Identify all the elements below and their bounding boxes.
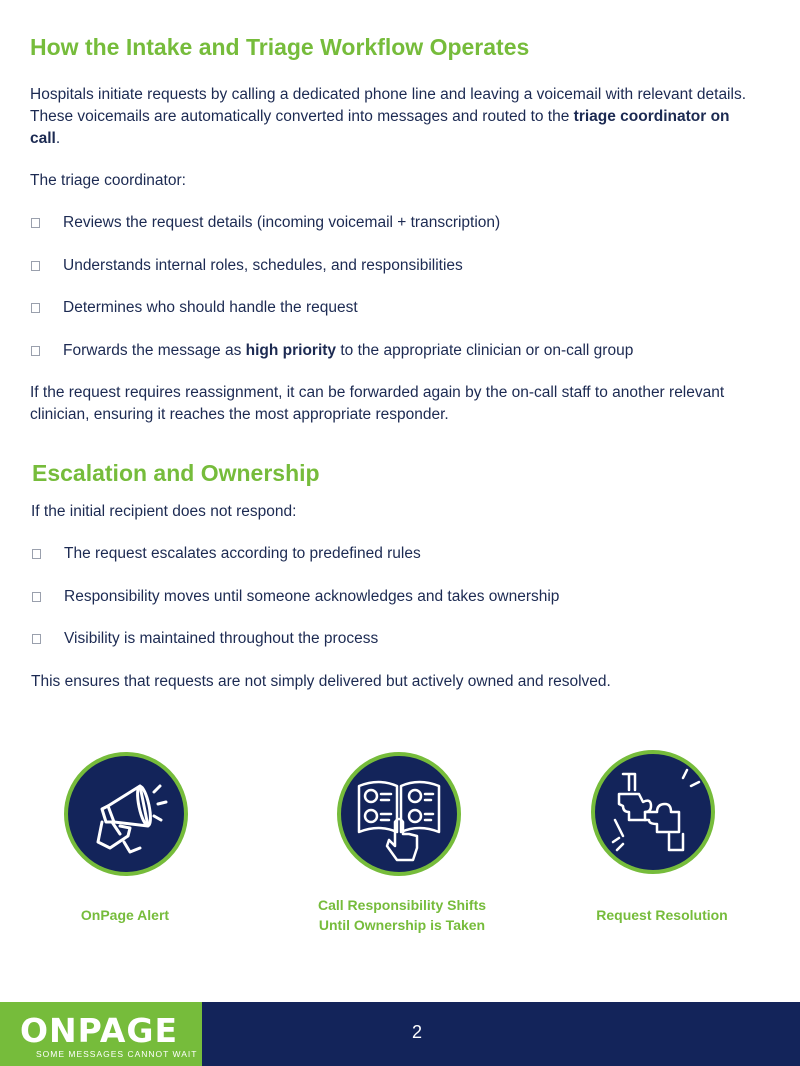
list-item-text: Determines who should handle the request	[63, 299, 358, 316]
checkbox-placeholder-icon	[32, 549, 41, 559]
ownership-closing-paragraph: This ensures that requests are not simply delivered but actively owned and resolved.	[31, 673, 611, 690]
checkbox-placeholder-icon	[31, 261, 40, 271]
list-item	[30, 340, 633, 362]
list-item	[30, 212, 500, 234]
numbered-book-circle	[337, 752, 461, 876]
checkbox-placeholder-icon	[32, 634, 41, 644]
intro-bold-text: triage coordinator on call	[30, 108, 730, 147]
high-priority-bold: high priority	[245, 342, 337, 359]
list-item-text: Understands internal roles, schedules, and responsibilities	[63, 257, 463, 274]
caption-line: Until Ownership is Taken	[318, 917, 486, 933]
list-item-text: Reviews the request details (incoming voicemail + transcription)	[63, 214, 501, 231]
list-item	[31, 628, 378, 650]
logo-tagline: SOME MESSAGES CANNOT WAIT	[36, 1049, 198, 1059]
caption-onpage-alert: OnPage Alert	[80, 907, 170, 923]
intro-paragraph	[30, 84, 760, 150]
list-item	[31, 586, 559, 608]
list-item-text: The request escalates according to predefined rules	[64, 545, 421, 562]
list-item-text: Visibility is maintained throughout the process	[64, 630, 379, 647]
intro-text: Hospitals initiate requests by calling a dedicated phone line and leaving a voicemail with relevant details. These voicemails are automatically converted into messages and routed to the	[30, 86, 747, 125]
caption-line: Call Responsibility Shifts	[317, 897, 487, 913]
list-item	[31, 543, 421, 565]
checkbox-placeholder-icon	[32, 592, 41, 602]
megaphone-icon	[68, 756, 184, 872]
escalation-lead-text: If the initial recipient does not respond:	[31, 503, 297, 520]
triage-lead-text: The triage coordinator:	[30, 172, 186, 189]
puzzle-hands-circle	[591, 750, 715, 874]
section-title-escalation: Escalation and Ownership	[32, 460, 320, 486]
caption-request-resolution: Request Resolution	[596, 907, 728, 923]
list-item-text: Responsibility moves until someone acknowledges and takes ownership	[64, 588, 560, 605]
reassignment-paragraph: If the request requires reassignment, it can be forwarded again by the on-call staff to another relevant clinician, ensuring it reaches the most appropriate responder.	[30, 384, 725, 423]
megaphone-circle	[64, 752, 188, 876]
numbered-book-icon	[341, 756, 457, 872]
intro-text-end: .	[55, 130, 61, 147]
caption-call-responsibility	[302, 895, 502, 935]
section-title-intake-triage: How the Intake and Triage Workflow Operates	[30, 34, 530, 60]
checkbox-placeholder-icon	[31, 346, 40, 356]
footer-bar	[0, 1002, 800, 1066]
logo-text: ONPAGE	[20, 1011, 178, 1050]
puzzle-hands-icon	[595, 754, 711, 870]
list-item	[30, 255, 463, 277]
list-item	[30, 297, 358, 319]
onpage-logo	[0, 1002, 202, 1066]
checkbox-placeholder-icon	[31, 218, 40, 228]
page-number: 2	[412, 1022, 423, 1042]
checkbox-placeholder-icon	[31, 303, 40, 313]
list-item-text: Forwards the message as high priority to the appropriate clinician or on-call group	[63, 342, 634, 359]
